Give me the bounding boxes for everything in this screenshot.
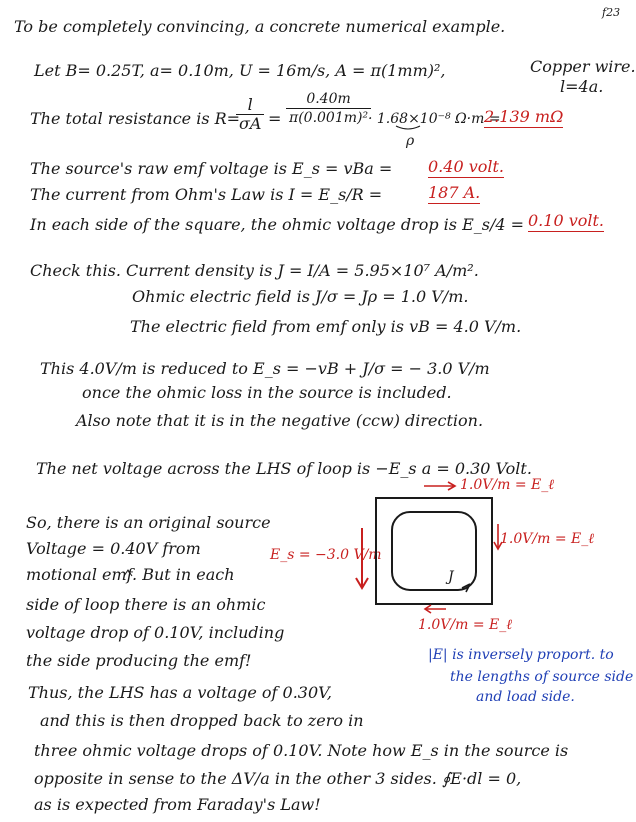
- conclusion-line: Thus, the LHS has a voltage of 0.30V,: [28, 683, 333, 702]
- fraction-numerator: l: [236, 96, 264, 115]
- bottom-field-label: 1.0V/m = E_ℓ: [418, 617, 513, 633]
- note-line: and load side.: [476, 689, 575, 705]
- explanation-line: Voltage = 0.40V from: [26, 539, 201, 558]
- ohmic-drop-result: 0.10 volt.: [528, 211, 605, 230]
- ohmic-field-line: Ohmic electric field is J/σ = Jρ = 1.0 V/m.: [132, 287, 469, 306]
- conclusion-line: opposite in sense to the ΔV/a in the other 3 sides. ∮E·dl = 0,: [34, 769, 522, 788]
- heading-line: To be completely convincing, a concrete numerical example.: [14, 17, 506, 36]
- explanation-line: voltage drop of 0.10V, including: [26, 623, 285, 642]
- emf-line: The source's raw emf voltage is E_s = vBa =: [30, 159, 393, 178]
- right-field-label: 1.0V/m = E_ℓ: [500, 531, 595, 547]
- explanation-line: side of loop there is an ohmic: [26, 595, 266, 614]
- equals-sign: =: [268, 109, 282, 128]
- rho-pointer-icon: [396, 126, 420, 129]
- fraction-denominator-value: π(0.001m)²: [289, 110, 369, 126]
- current-density-line: Check this. Current density is J = I/A = 5.95×10⁷ A/m².: [30, 261, 479, 280]
- ohmic-loss-line: once the ohmic loss in the source is included.: [82, 383, 452, 402]
- note-line: |E| is inversely proport. to: [428, 647, 614, 663]
- conclusion-line: and this is then dropped back to zero in: [40, 711, 364, 730]
- fraction-numerator-value: 0.40m: [286, 90, 371, 109]
- resistance-text: The total resistance is R=: [30, 109, 241, 128]
- explanation-line: So, there is an original source: [26, 513, 271, 532]
- net-voltage-line: The net voltage across the LHS of loop is −E_s a = 0.30 Volt.: [36, 459, 532, 478]
- given-values-line: Let B= 0.25T, a= 0.10m, U = 16m/s, A = π(1mm)²,: [34, 61, 446, 80]
- emf-result: 0.40 volt.: [428, 157, 505, 176]
- explanation-line: motional emf. But in each: [26, 565, 235, 584]
- source-field-label: E_s = −3.0 V/m: [270, 547, 382, 563]
- copper-wire-label: Copper wire.: [530, 57, 636, 76]
- current-density-label: J: [448, 569, 454, 585]
- insertion-caret-icon: [124, 570, 132, 576]
- note-line: the lengths of source side: [450, 669, 634, 685]
- direction-note-line: Also note that it is in the negative (ccw) direction.: [76, 411, 484, 430]
- explanation-line: the side producing the emf!: [26, 651, 252, 670]
- current-result: 187 A.: [428, 183, 481, 202]
- rho-label: ρ: [406, 133, 415, 149]
- emf-field-line: The electric field from emf only is vB = 4.0 V/m.: [130, 317, 522, 336]
- ohmic-drop-line: In each side of the square, the ohmic voltage drop is E_s/4 =: [30, 215, 525, 234]
- resistivity-factor: · 1.68×10⁻⁸ Ω·m =: [368, 111, 501, 127]
- top-field-label: 1.0V/m = E_ℓ: [460, 477, 555, 493]
- current-line: The current from Ohm's Law is I = E_s/R =: [30, 185, 383, 204]
- length-label: l=4a.: [560, 77, 604, 96]
- loop-inner-path: [392, 512, 476, 590]
- page-number: f23: [602, 6, 621, 19]
- loop-outer-square: [376, 498, 492, 604]
- conclusion-line: three ohmic voltage drops of 0.10V. Note how E_s in the source is: [34, 741, 569, 760]
- resistance-result: 2.139 mΩ: [484, 107, 564, 126]
- fraction-denominator: σA: [239, 114, 262, 133]
- conclusion-line: as is expected from Faraday's Law!: [34, 795, 321, 814]
- reduced-field-line: This 4.0V/m is reduced to E_s = −vB + J/σ = − 3.0 V/m: [40, 359, 490, 378]
